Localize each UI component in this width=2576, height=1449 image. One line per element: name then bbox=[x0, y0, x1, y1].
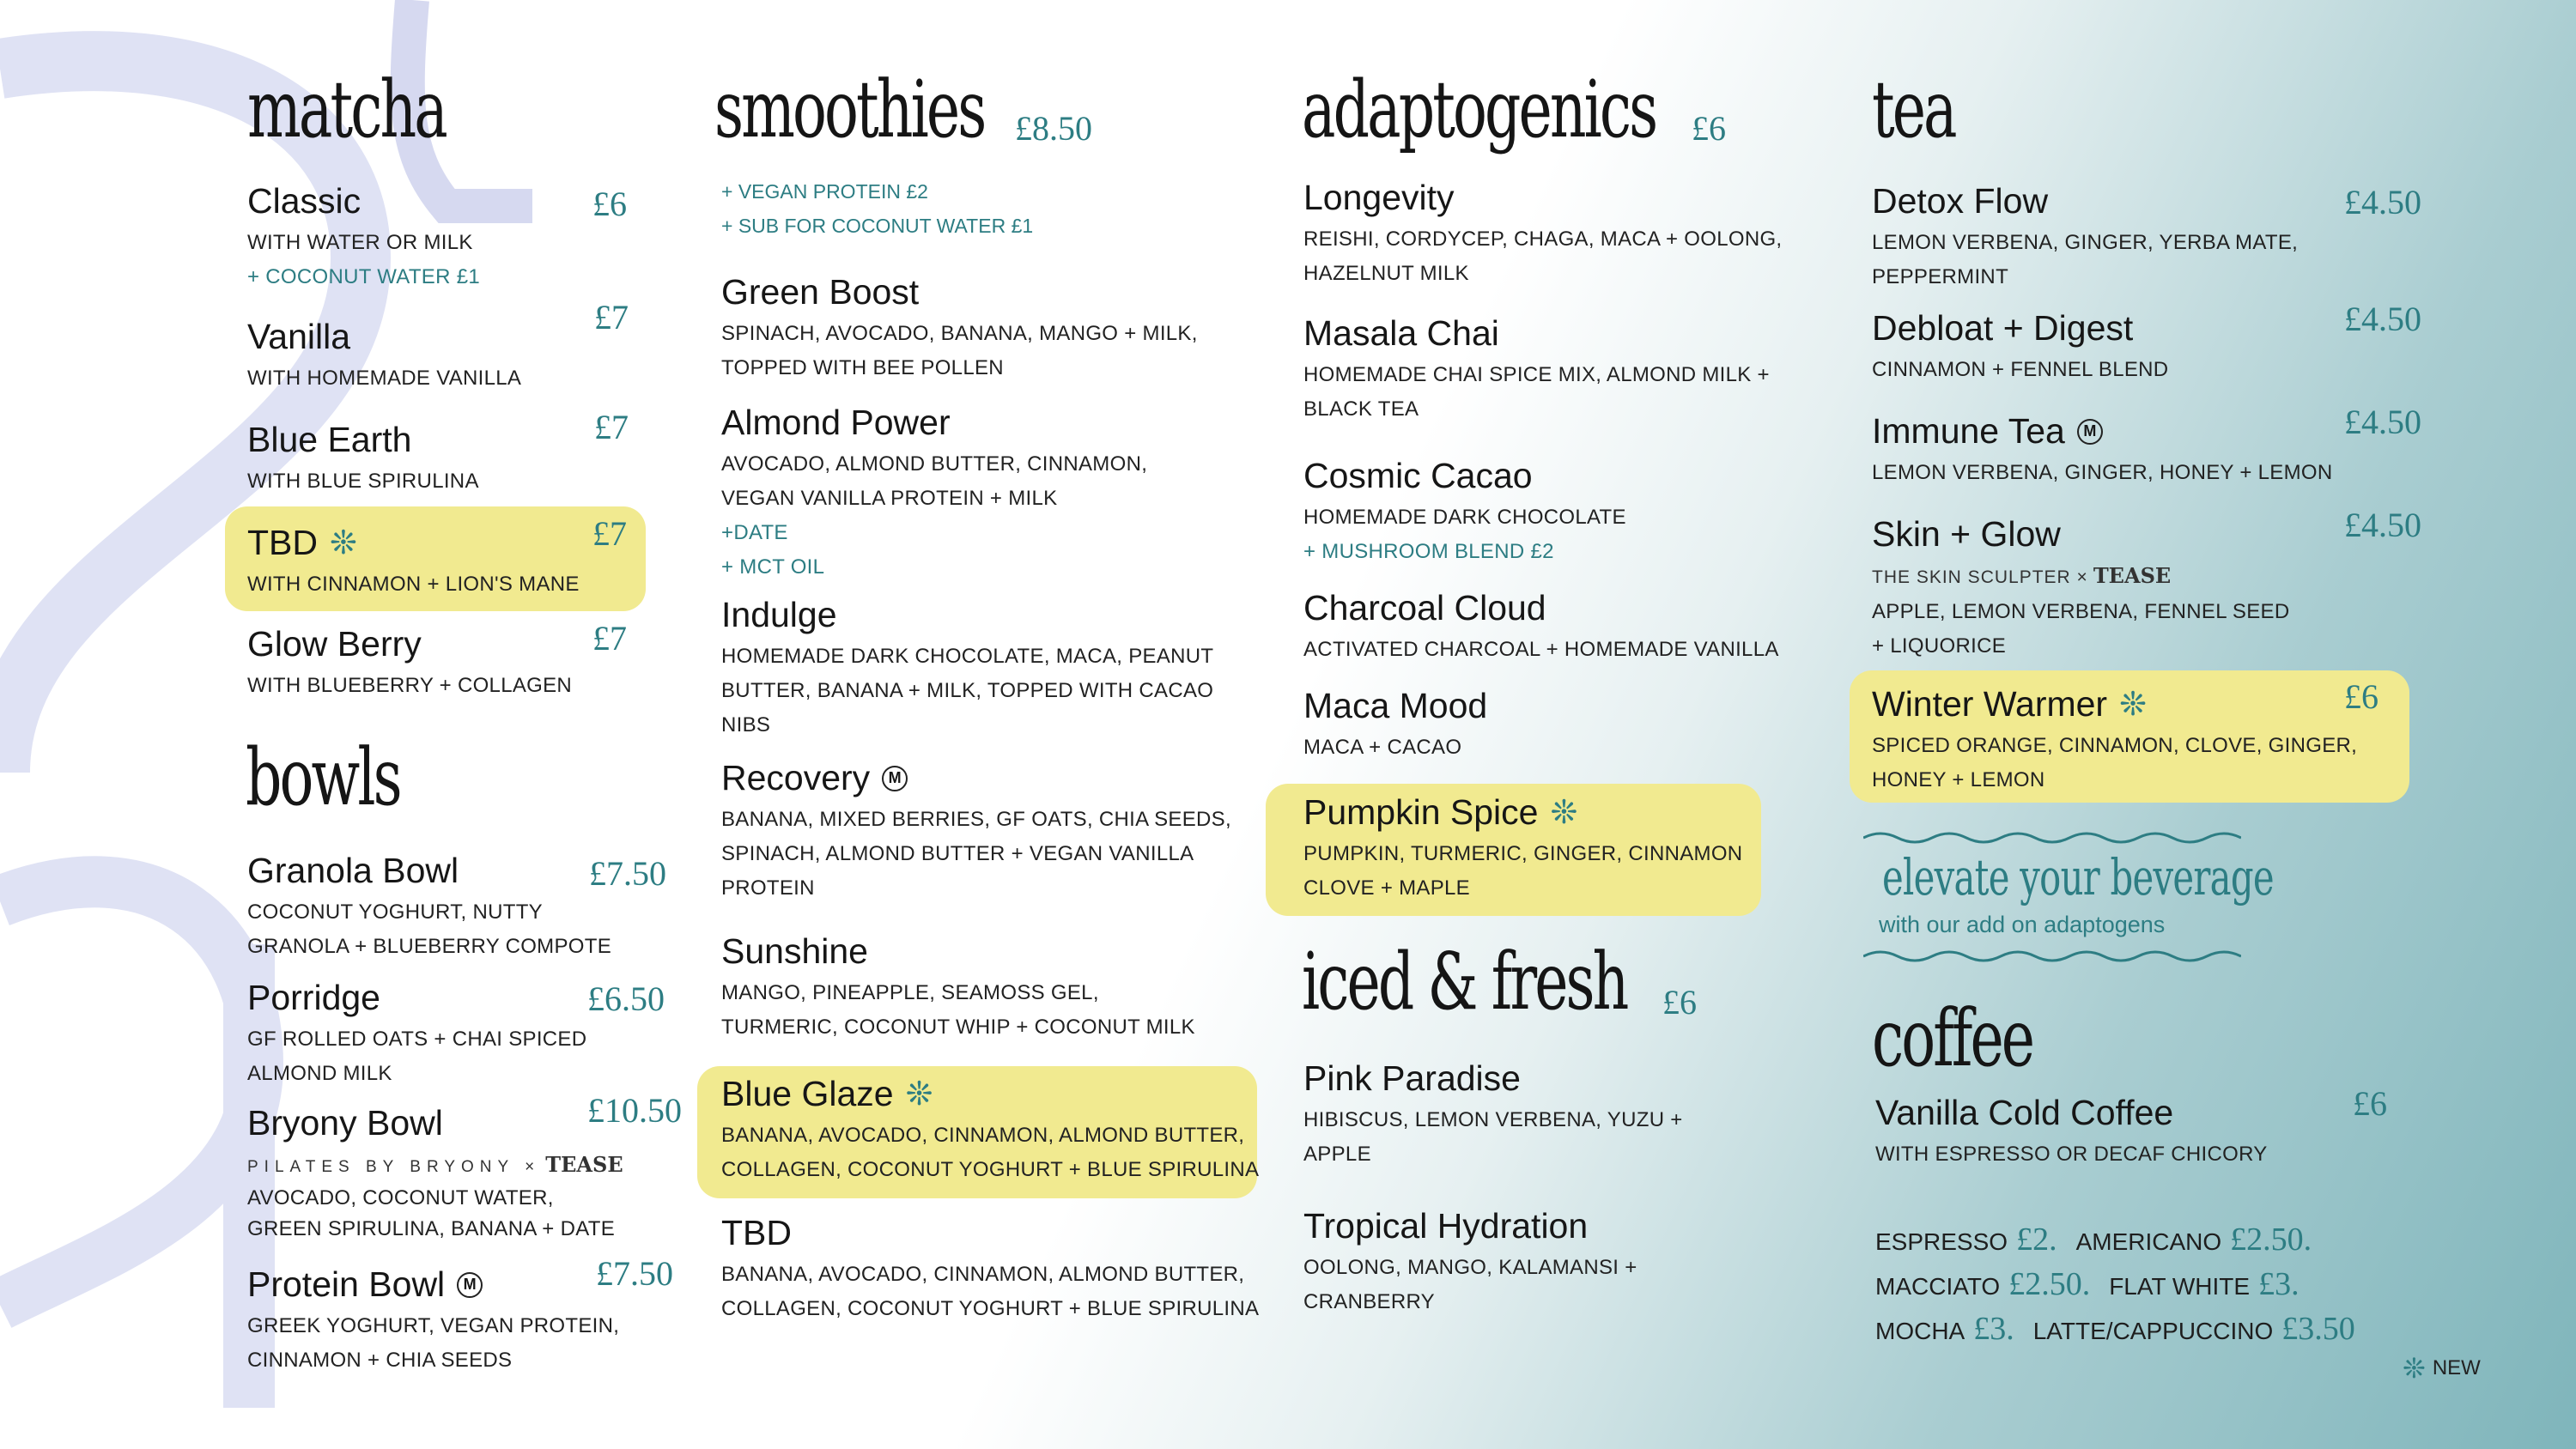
menu-item[interactable] bbox=[247, 1104, 623, 1245]
item-desc: PROTEIN bbox=[721, 876, 815, 900]
menu-item[interactable] bbox=[1303, 687, 1487, 765]
item-desc: WITH HOMEMADE VANILLA bbox=[247, 367, 522, 391]
new-icon: ❊ bbox=[330, 524, 357, 561]
section-title-coffee: coffee bbox=[1872, 992, 2033, 1084]
menu-item[interactable] bbox=[721, 596, 1213, 743]
item-name: Blue Earth bbox=[247, 420, 412, 459]
item-name: Longevity bbox=[1303, 178, 1455, 217]
coffee-name: AMERICANO bbox=[2075, 1228, 2222, 1255]
m-badge-icon: M bbox=[882, 766, 908, 791]
item-desc: BANANA, AVOCADO, CINNAMON, ALMOND BUTTER, bbox=[721, 1124, 1245, 1148]
menu-item[interactable] bbox=[1303, 179, 1782, 291]
menu-item[interactable] bbox=[247, 524, 580, 602]
item-desc: CINNAMON + CHIA SEEDS bbox=[247, 1349, 513, 1373]
item-desc: CRANBERRY bbox=[1303, 1290, 1435, 1314]
item-name: Green Boost bbox=[721, 272, 920, 312]
item-desc: NIBS bbox=[721, 713, 771, 737]
item-desc: VEGAN VANILLA PROTEIN + MILK bbox=[721, 487, 1058, 511]
item-desc: LEMON VERBENA, GINGER, HONEY + LEMON bbox=[1872, 461, 2333, 485]
menu-item[interactable] bbox=[721, 1075, 1259, 1187]
item-name: Debloat + Digest bbox=[1872, 308, 2134, 348]
menu-item[interactable] bbox=[721, 759, 1231, 906]
item-desc: AVOCADO, ALMOND BUTTER, CINNAMON, bbox=[721, 452, 1148, 476]
item-desc: WITH BLUE SPIRULINA bbox=[247, 470, 479, 494]
item-desc: PUMPKIN, TURMERIC, GINGER, CINNAMON bbox=[1303, 842, 1743, 866]
item-price: £7.50 bbox=[589, 854, 666, 893]
item-desc: HAZELNUT MILK bbox=[1303, 262, 1469, 286]
item-desc: COLLAGEN, COCONUT YOGHURT + BLUE SPIRULINA bbox=[721, 1297, 1260, 1321]
menu-item[interactable] bbox=[247, 318, 521, 396]
item-desc: COCONUT YOGHURT, NUTTY bbox=[247, 900, 543, 925]
item-desc: WITH BLUEBERRY + COLLAGEN bbox=[247, 674, 573, 698]
wave-divider-top bbox=[1863, 829, 2241, 846]
section-price: £6 bbox=[1662, 983, 1697, 1022]
smoothie-addon: + SUB FOR COCONUT WATER £1 bbox=[721, 215, 1034, 237]
menu-item[interactable] bbox=[1875, 1094, 2268, 1172]
item-addon: + COCONUT WATER £1 bbox=[247, 265, 480, 289]
coffee-price: £2.50. bbox=[2230, 1222, 2312, 1258]
item-name: Immune Tea bbox=[1872, 411, 2065, 451]
item-price: £4.50 bbox=[2344, 506, 2421, 544]
item-price: £10.50 bbox=[587, 1091, 682, 1130]
tease-logo: TEASE bbox=[2093, 563, 2172, 589]
item-desc: SPINACH, AVOCADO, BANANA, MANGO + MILK, bbox=[721, 322, 1198, 346]
item-name: Porridge bbox=[247, 978, 380, 1017]
collab-credit bbox=[1872, 559, 2290, 595]
item-name: TBD bbox=[247, 523, 318, 562]
item-desc: AVOCADO, COCONUT WATER, bbox=[247, 1186, 554, 1210]
menu-item[interactable] bbox=[721, 273, 1198, 385]
item-desc: SPICED ORANGE, CINNAMON, CLOVE, GINGER, bbox=[1872, 734, 2358, 758]
coffee-price: £2.50. bbox=[2008, 1266, 2091, 1302]
smoothie-addon: + VEGAN PROTEIN £2 bbox=[721, 180, 928, 203]
item-price: £6 bbox=[2344, 677, 2379, 716]
item-desc: APPLE, LEMON VERBENA, FENNEL SEED bbox=[1872, 600, 2290, 624]
menu-item[interactable] bbox=[1303, 457, 1626, 569]
item-desc: SPINACH, ALMOND BUTTER + VEGAN VANILLA bbox=[721, 842, 1194, 866]
item-desc: PEPPERMINT bbox=[1872, 265, 2009, 289]
item-desc: BUTTER, BANANA + MILK, TOPPED WITH CACAO bbox=[721, 679, 1214, 703]
coffee-name: LATTE/CAPPUCCINO bbox=[2032, 1318, 2274, 1344]
menu-item[interactable] bbox=[1303, 589, 1779, 667]
new-icon: ❊ bbox=[2403, 1353, 2426, 1384]
item-price: £4.50 bbox=[2344, 183, 2421, 221]
item-desc: CLOVE + MAPLE bbox=[1303, 876, 1470, 900]
section-title-tea: tea bbox=[1872, 64, 1955, 155]
menu-item[interactable] bbox=[1303, 793, 1742, 906]
m-badge-icon: M bbox=[457, 1272, 483, 1298]
menu-item[interactable] bbox=[247, 1265, 619, 1378]
item-price: £6 bbox=[592, 185, 627, 223]
item-desc: HOMEMADE CHAI SPICE MIX, ALMOND MILK + bbox=[1303, 363, 1770, 387]
item-price: £7 bbox=[592, 514, 627, 553]
elevate-title: elevate your beverage bbox=[1882, 848, 2274, 906]
item-price: £7 bbox=[592, 619, 627, 658]
item-name: TBD bbox=[721, 1213, 792, 1252]
item-desc: GREEK YOGHURT, VEGAN PROTEIN, bbox=[247, 1314, 620, 1338]
new-legend bbox=[2403, 1355, 2481, 1382]
item-price: £4.50 bbox=[2344, 403, 2421, 441]
section-price: £6 bbox=[1692, 109, 1726, 148]
item-name: Protein Bowl bbox=[247, 1264, 446, 1304]
item-desc: MANGO, PINEAPPLE, SEAMOSS GEL, bbox=[721, 981, 1099, 1005]
item-price: £7.50 bbox=[596, 1254, 673, 1293]
menu-item[interactable] bbox=[247, 979, 586, 1091]
menu-item[interactable] bbox=[247, 625, 572, 703]
collab-credit bbox=[247, 1149, 623, 1183]
menu-item[interactable] bbox=[1303, 314, 1770, 427]
item-desc: MACA + CACAO bbox=[1303, 736, 1462, 760]
item-desc: WITH WATER OR MILK bbox=[247, 231, 473, 255]
menu-item[interactable] bbox=[1303, 1207, 1637, 1319]
new-icon: ❊ bbox=[1550, 794, 1578, 831]
coffee-name: ESPRESSO bbox=[1875, 1228, 2008, 1255]
menu-item[interactable] bbox=[1872, 412, 2332, 490]
item-name: Granola Bowl bbox=[247, 851, 459, 890]
item-price: £6.50 bbox=[587, 979, 665, 1018]
item-name: Indulge bbox=[721, 595, 837, 634]
item-name: Recovery bbox=[721, 758, 871, 797]
coffee-price: £3. bbox=[1973, 1311, 2014, 1347]
item-desc: + LIQUORICE bbox=[1872, 634, 2007, 658]
collab-label: THE SKIN SCULPTER × bbox=[1872, 567, 2088, 588]
item-name: Winter Warmer bbox=[1872, 684, 2108, 724]
item-desc: OOLONG, MANGO, KALAMANSI + bbox=[1303, 1256, 1637, 1280]
item-desc: HOMEMADE DARK CHOCOLATE, MACA, PEANUT bbox=[721, 645, 1214, 669]
menu-item[interactable] bbox=[1872, 685, 2357, 797]
menu-item[interactable] bbox=[247, 182, 480, 294]
section-price: £8.50 bbox=[1015, 109, 1092, 148]
item-desc: CINNAMON + FENNEL BLEND bbox=[1872, 358, 2169, 382]
coffee-name: MACCIATO bbox=[1875, 1273, 2001, 1300]
tease-logo: TEASE bbox=[545, 1152, 623, 1178]
menu-item[interactable] bbox=[247, 852, 611, 964]
item-name: Sunshine bbox=[721, 931, 868, 971]
item-desc: APPLE bbox=[1303, 1143, 1371, 1167]
coffee-price: £3. bbox=[2258, 1266, 2300, 1302]
item-price: £4.50 bbox=[2344, 300, 2421, 338]
item-addon: +DATE bbox=[721, 521, 788, 545]
item-desc: GF ROLLED OATS + CHAI SPICED bbox=[247, 1028, 587, 1052]
elevate-subtitle: with our add on adaptogens bbox=[1879, 912, 2166, 937]
collab-label: PILATES BY BRYONY × bbox=[247, 1158, 541, 1177]
coffee-price-row bbox=[1875, 1265, 2318, 1303]
item-name: Almond Power bbox=[721, 403, 951, 442]
item-desc: ACTIVATED CHARCOAL + HOMEMADE VANILLA bbox=[1303, 638, 1779, 662]
item-name: Glow Berry bbox=[247, 624, 422, 664]
item-name: Masala Chai bbox=[1303, 313, 1499, 353]
item-desc: TURMERIC, COCONUT WHIP + COCONUT MILK bbox=[721, 1016, 1195, 1040]
item-name: Blue Glaze bbox=[721, 1074, 894, 1113]
item-name: Tropical Hydration bbox=[1303, 1206, 1589, 1246]
menu-item[interactable] bbox=[1303, 1059, 1683, 1172]
item-name: Skin + Glow bbox=[1872, 514, 2061, 554]
menu-item[interactable] bbox=[721, 403, 1147, 585]
item-desc: TOPPED WITH BEE POLLEN bbox=[721, 356, 1004, 380]
coffee-name: FLAT WHITE bbox=[2109, 1273, 2251, 1300]
item-desc: HONEY + LEMON bbox=[1872, 768, 2045, 792]
item-name: Maca Mood bbox=[1303, 686, 1488, 725]
item-addon: + MUSHROOM BLEND £2 bbox=[1303, 540, 1554, 564]
legend-label: NEW bbox=[2432, 1356, 2481, 1379]
item-name: Pumpkin Spice bbox=[1303, 792, 1539, 832]
item-desc: GREEN SPIRULINA, BANANA + DATE bbox=[247, 1217, 616, 1241]
wave-divider-bottom bbox=[1863, 948, 2241, 965]
item-price: £7 bbox=[594, 408, 629, 446]
item-price: £7 bbox=[594, 298, 629, 336]
item-price: £6 bbox=[2353, 1084, 2387, 1123]
menu-item[interactable] bbox=[721, 932, 1195, 1045]
item-name: Vanilla bbox=[247, 317, 351, 356]
menu-item[interactable] bbox=[721, 1214, 1259, 1326]
coffee-price-row bbox=[1875, 1310, 2374, 1348]
item-desc: BANANA, MIXED BERRIES, GF OATS, CHIA SEEDS, bbox=[721, 808, 1231, 832]
m-badge-icon: M bbox=[2077, 419, 2103, 445]
item-name: Charcoal Cloud bbox=[1303, 588, 1546, 627]
coffee-price: £2. bbox=[2016, 1222, 2057, 1258]
menu-item[interactable] bbox=[1872, 182, 2298, 294]
section-title-smoothies: smoothies bbox=[714, 64, 985, 155]
coffee-price: £3.50 bbox=[2281, 1311, 2355, 1347]
menu-item[interactable] bbox=[247, 421, 479, 499]
item-addon: + MCT OIL bbox=[721, 555, 825, 579]
item-desc: LEMON VERBENA, GINGER, YERBA MATE, bbox=[1872, 231, 2299, 255]
coffee-name: MOCHA bbox=[1875, 1318, 1965, 1344]
item-desc: BANANA, AVOCADO, CINNAMON, ALMOND BUTTER, bbox=[721, 1263, 1245, 1287]
item-name: Pink Paradise bbox=[1303, 1058, 1521, 1098]
section-title-iced-fresh: iced & fresh bbox=[1302, 936, 1627, 1028]
item-desc: GRANOLA + BLUEBERRY COMPOTE bbox=[247, 935, 612, 959]
item-desc: HOMEMADE DARK CHOCOLATE bbox=[1303, 506, 1626, 530]
coffee-price-row bbox=[1875, 1221, 2330, 1258]
item-desc: REISHI, CORDYCEP, CHAGA, MACA + OOLONG, bbox=[1303, 227, 1783, 252]
item-name: Bryony Bowl bbox=[247, 1103, 443, 1143]
new-icon: ❊ bbox=[2119, 686, 2147, 723]
item-desc: BLACK TEA bbox=[1303, 397, 1419, 421]
item-desc: WITH ESPRESSO OR DECAF CHICORY bbox=[1875, 1143, 2268, 1167]
item-desc: WITH CINNAMON + LION'S MANE bbox=[247, 573, 580, 597]
new-icon: ❊ bbox=[905, 1076, 933, 1113]
menu-item[interactable] bbox=[1872, 309, 2168, 387]
section-title-bowls: bowls bbox=[246, 731, 400, 823]
menu-item[interactable] bbox=[1872, 515, 2290, 664]
item-name: Detox Flow bbox=[1872, 181, 2049, 221]
item-desc: ALMOND MILK bbox=[247, 1062, 392, 1086]
item-name: Vanilla Cold Coffee bbox=[1875, 1093, 2174, 1132]
section-title-adaptogenics: adaptogenics bbox=[1302, 64, 1656, 155]
item-desc: HIBISCUS, LEMON VERBENA, YUZU + bbox=[1303, 1108, 1683, 1132]
item-name: Cosmic Cacao bbox=[1303, 456, 1533, 495]
item-name: Classic bbox=[247, 181, 361, 221]
section-title-matcha: matcha bbox=[247, 64, 446, 155]
item-desc: COLLAGEN, COCONUT YOGHURT + BLUE SPIRULINA bbox=[721, 1158, 1260, 1182]
